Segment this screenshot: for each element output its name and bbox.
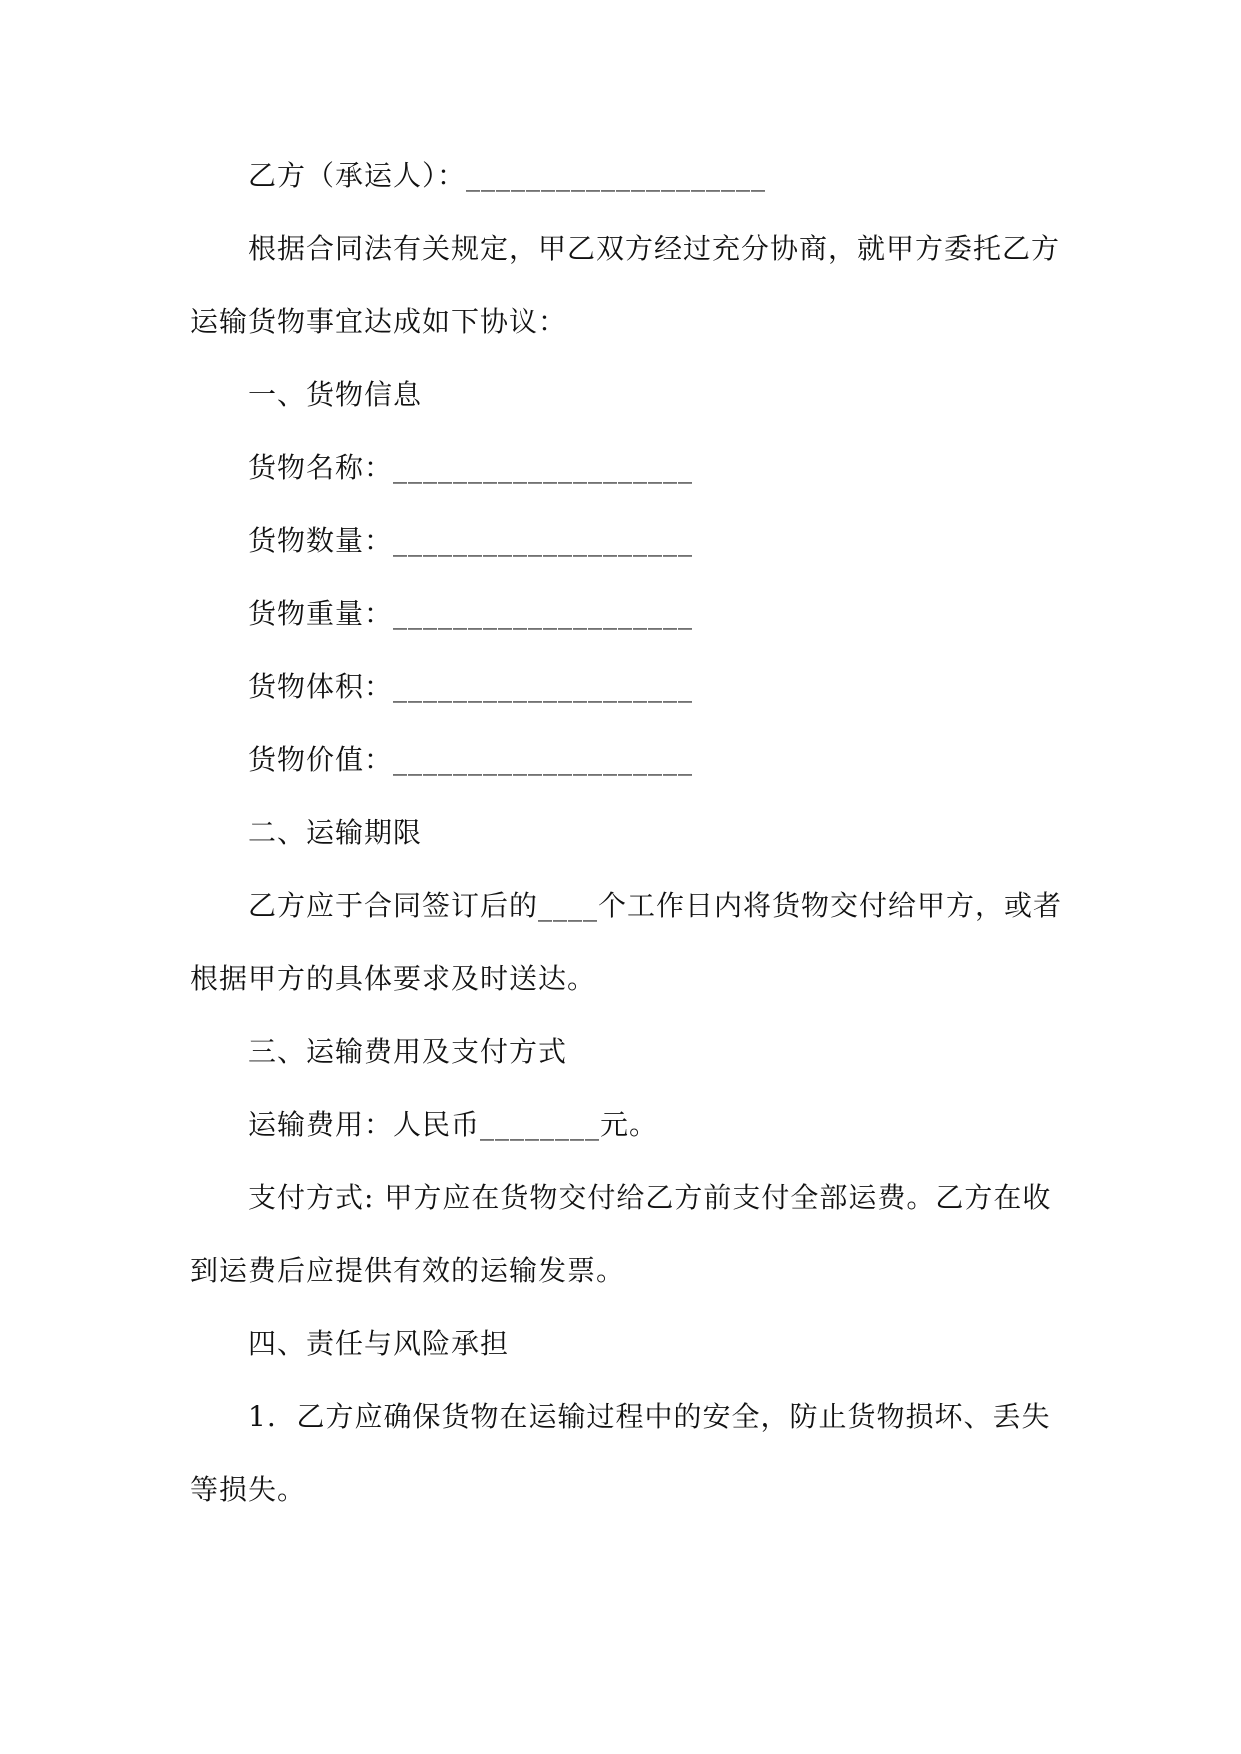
period-paragraph-line-1: 乙方应于合同签订后的____个工作日内将货物交付给甲方，或者 (248, 889, 1063, 922)
payment-paragraph-line-2: 到运费后应提供有效的运输发票。 (190, 1254, 626, 1287)
payment-paragraph-line-1: 支付方式: 甲方应在货物交付给乙方前支付全部运费。乙方在收 (248, 1181, 1052, 1214)
goods-quantity-field: 货物数量：____________________ (248, 524, 694, 557)
section-heading-fees-payment: 三、运输费用及支付方式 (248, 1035, 568, 1068)
preamble-line-1: 根据合同法有关规定，甲乙双方经过充分协商，就甲方委托乙方 (248, 232, 1061, 265)
goods-name-field: 货物名称：____________________ (248, 451, 694, 484)
goods-volume-field: 货物体积：____________________ (248, 670, 694, 703)
goods-weight-field: 货物重量：____________________ (248, 597, 694, 630)
liability-item-1-line-2: 等损失。 (190, 1473, 307, 1506)
transport-fee-field: 运输费用：人民币________元。 (248, 1108, 659, 1141)
section-heading-transport-period: 二、运输期限 (248, 816, 423, 849)
period-paragraph-line-2: 根据甲方的具体要求及时送达。 (190, 962, 597, 995)
goods-value-field: 货物价值：____________________ (248, 743, 694, 776)
party-b-carrier-line: 乙方（承运人）：____________________ (248, 159, 767, 192)
section-heading-goods-info: 一、货物信息 (248, 378, 423, 411)
preamble-line-2: 运输货物事宜达成如下协议： (190, 305, 568, 338)
liability-item-1-line-1: 1. 乙方应确保货物在运输过程中的安全，防止货物损坏、丢失 (248, 1400, 1051, 1433)
section-heading-liability-risk: 四、责任与风险承担 (248, 1327, 510, 1360)
